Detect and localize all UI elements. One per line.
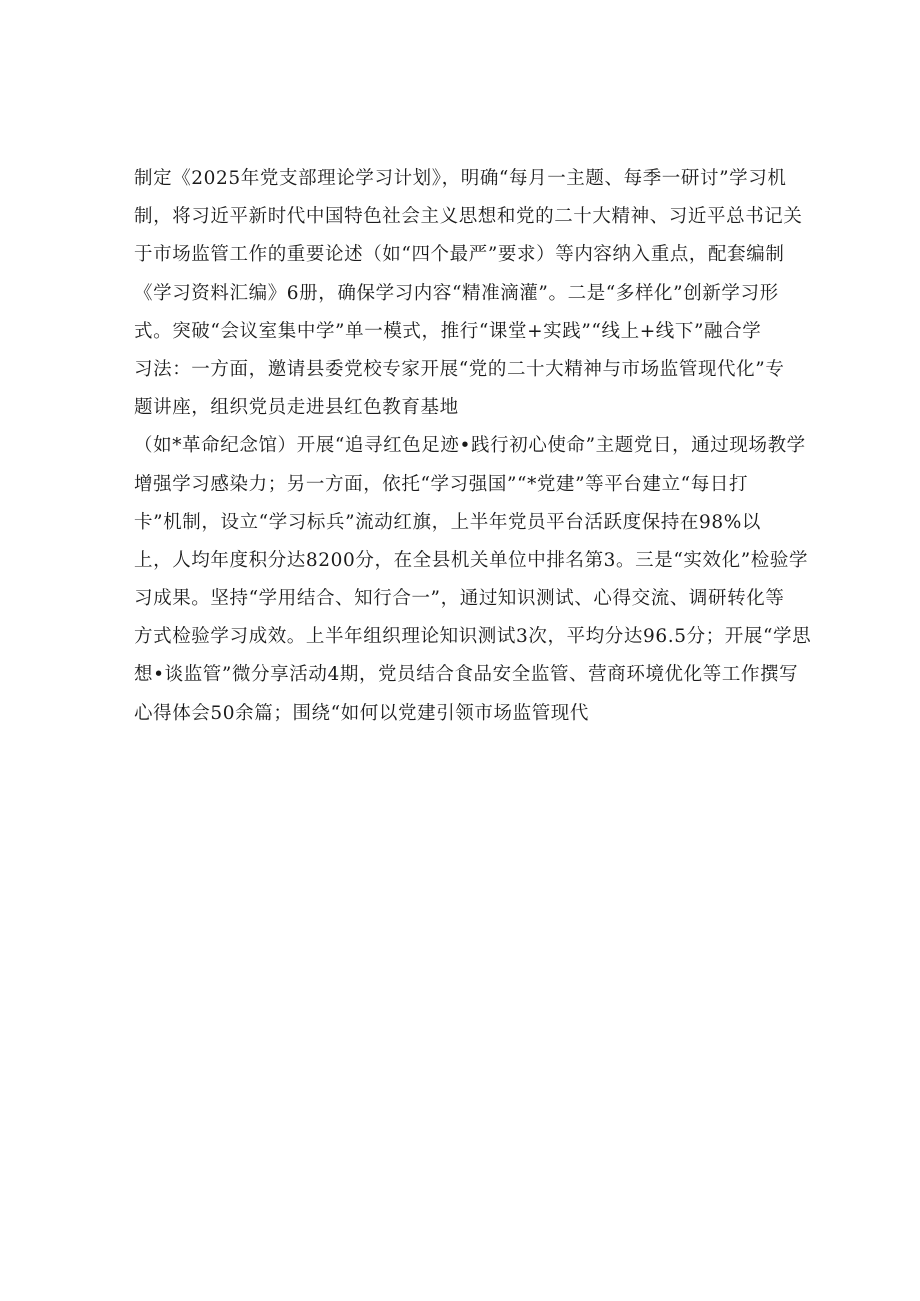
text-line: 卡”机制，设立“学习标兵”流动红旗，上半年党员平台活跃度保持在98%以 — [134, 511, 761, 533]
text-line: 制定《2025年党支部理论学习计划》，明确“每月一主题、每季一研讨”学习机 — [134, 168, 787, 189]
text-line: 上，人均年度积分达8200分，在全县机关单位中排名第3。三是“实效化”检验学 — [134, 549, 809, 571]
text-line: 习法：一方面，邀请县委党校专家开展“党的二十大精神与市场监管现代化”专 — [134, 358, 785, 380]
text-line: 《学习资料汇编》6册，确保学习内容“精准滴灌”。二是“多样化”创新学习形 — [134, 282, 779, 304]
text-line: 制，将习近平新时代中国特色社会主义思想和党的二十大精神、习近平总书记关 — [134, 206, 803, 228]
text-line: 习成果。坚持“学用结合、知行合一”，通过知识测试、心得交流、调研转化等 — [134, 588, 785, 610]
text-line: 方式检验学习成效。上半年组织理论知识测试3次，平均分达96.5分；开展“学思 — [134, 626, 812, 648]
text-line: （如*革命纪念馆）开展“追寻红色足迹•践行初心使命”主题党日，通过现场教学 — [134, 435, 806, 457]
body-text — [134, 160, 814, 733]
text-line: 于市场监管工作的重要论述（如“四个最严”要求）等内容纳入重点，配套编制 — [134, 244, 785, 266]
text-line: 想•谈监管”微分享活动4期，党员结合食品安全监管、营商环境优化等工作撰写 — [134, 664, 799, 686]
text-line: 题讲座，组织党员走进县红色教育基地 — [134, 397, 459, 419]
text-line: 增强学习感染力；另一方面，依托“学习强国”“*党建”等平台建立“每日打 — [134, 473, 749, 495]
text-line: 心得体会50余篇；围绕“如何以党建引领市场监管现代 — [134, 702, 590, 724]
text-line: 式。突破“会议室集中学”单一模式，推行“课堂+实践”“线上+线下”融合学 — [134, 320, 762, 342]
